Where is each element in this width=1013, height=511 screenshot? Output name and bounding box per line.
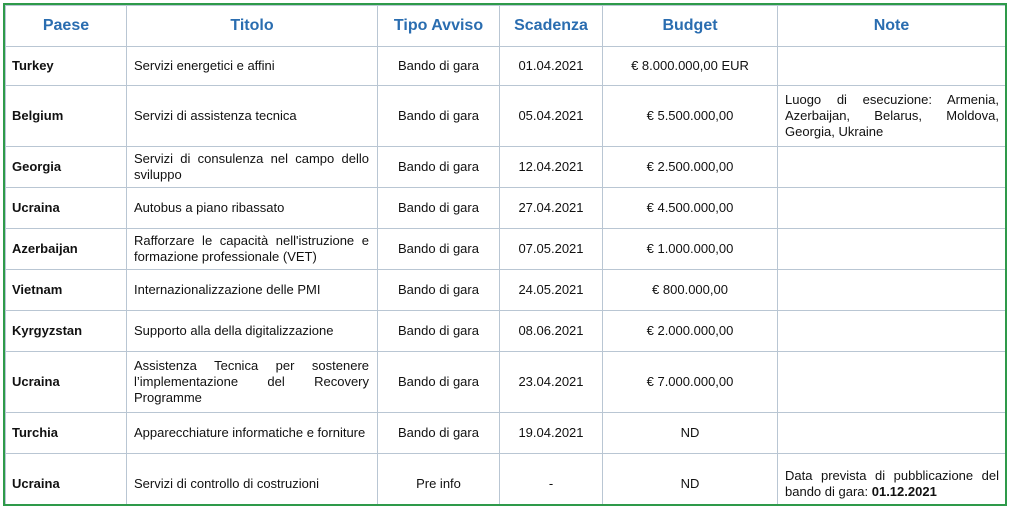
cell-scadenza: 19.04.2021 bbox=[500, 413, 603, 454]
cell-scadenza: 05.04.2021 bbox=[500, 86, 603, 147]
note-text-date: 01.12.2021 bbox=[871, 484, 937, 499]
cell-paese: Ucraina bbox=[6, 352, 127, 413]
table-row bbox=[6, 147, 1006, 188]
cell-paese: Turchia bbox=[6, 413, 127, 454]
cell-titolo: Servizi di assistenza tecnica bbox=[127, 86, 378, 147]
cell-budget: € 7.000.000,00 bbox=[603, 352, 778, 413]
table-row bbox=[6, 229, 1006, 270]
cell-note bbox=[778, 454, 1006, 507]
cell-paese: Belgium bbox=[6, 86, 127, 147]
cell-scadenza: 08.06.2021 bbox=[500, 311, 603, 352]
cell-scadenza: 27.04.2021 bbox=[500, 188, 603, 229]
tenders-table-frame bbox=[3, 3, 1007, 506]
cell-paese: Azerbaijan bbox=[6, 229, 127, 270]
cell-scadenza: - bbox=[500, 454, 603, 507]
cell-tipo-avviso: Bando di gara bbox=[378, 188, 500, 229]
cell-note: Luogo di esecuzione: Armenia, Azerbaijan, Belarus, Moldova, Georgia, Ukraine bbox=[778, 86, 1006, 147]
cell-paese: Georgia bbox=[6, 147, 127, 188]
table-row bbox=[6, 86, 1006, 147]
table-row bbox=[6, 270, 1006, 311]
cell-titolo: Supporto alla della digitalizzazione bbox=[127, 311, 378, 352]
cell-budget: € 800.000,00 bbox=[603, 270, 778, 311]
cell-tipo-avviso: Bando di gara bbox=[378, 311, 500, 352]
cell-paese: Turkey bbox=[6, 47, 127, 86]
cell-titolo: Servizi energetici e affini bbox=[127, 47, 378, 86]
cell-note bbox=[778, 147, 1006, 188]
header-budget: Budget bbox=[603, 6, 778, 47]
cell-budget: ND bbox=[603, 413, 778, 454]
cell-scadenza: 12.04.2021 bbox=[500, 147, 603, 188]
cell-titolo: Servizi di consulenza nel campo dello sviluppo bbox=[127, 147, 378, 188]
cell-tipo-avviso: Bando di gara bbox=[378, 352, 500, 413]
header-paese: Paese bbox=[6, 6, 127, 47]
table-row bbox=[6, 188, 1006, 229]
cell-budget: € 4.500.000,00 bbox=[603, 188, 778, 229]
cell-titolo: Rafforzare le capacità nell'istruzione e formazione professionale (VET) bbox=[127, 229, 378, 270]
header-scadenza: Scadenza bbox=[500, 6, 603, 47]
cell-budget: € 2.500.000,00 bbox=[603, 147, 778, 188]
cell-note bbox=[778, 352, 1006, 413]
note-text bbox=[785, 468, 999, 499]
note-text-regular: Data prevista di pubblicazione del bando di gara: bbox=[785, 468, 999, 499]
tenders-table bbox=[5, 5, 1006, 506]
cell-titolo: Autobus a piano ribassato bbox=[127, 188, 378, 229]
table-row bbox=[6, 454, 1006, 507]
header-note: Note bbox=[778, 6, 1006, 47]
cell-paese: Ucraina bbox=[6, 454, 127, 507]
cell-budget: ND bbox=[603, 454, 778, 507]
cell-scadenza: 23.04.2021 bbox=[500, 352, 603, 413]
cell-paese: Kyrgyzstan bbox=[6, 311, 127, 352]
table-row bbox=[6, 413, 1006, 454]
cell-tipo-avviso: Bando di gara bbox=[378, 147, 500, 188]
cell-titolo: Apparecchiature informatiche e forniture bbox=[127, 413, 378, 454]
cell-scadenza: 07.05.2021 bbox=[500, 229, 603, 270]
cell-scadenza: 01.04.2021 bbox=[500, 47, 603, 86]
cell-titolo: Assistenza Tecnica per sostenere l’implementazione del Recovery Programme bbox=[127, 352, 378, 413]
cell-tipo-avviso: Bando di gara bbox=[378, 413, 500, 454]
cell-budget: € 8.000.000,00 EUR bbox=[603, 47, 778, 86]
cell-tipo-avviso: Bando di gara bbox=[378, 47, 500, 86]
table-header-row bbox=[6, 6, 1006, 47]
cell-titolo: Servizi di controllo di costruzioni bbox=[127, 454, 378, 507]
cell-budget: € 5.500.000,00 bbox=[603, 86, 778, 147]
cell-titolo: Internazionalizzazione delle PMI bbox=[127, 270, 378, 311]
cell-tipo-avviso: Bando di gara bbox=[378, 229, 500, 270]
cell-tipo-avviso: Pre info bbox=[378, 454, 500, 507]
cell-paese: Ucraina bbox=[6, 188, 127, 229]
table-row bbox=[6, 47, 1006, 86]
cell-budget: € 1.000.000,00 bbox=[603, 229, 778, 270]
cell-note bbox=[778, 188, 1006, 229]
cell-tipo-avviso: Bando di gara bbox=[378, 270, 500, 311]
cell-note bbox=[778, 229, 1006, 270]
cell-note bbox=[778, 311, 1006, 352]
cell-tipo-avviso: Bando di gara bbox=[378, 86, 500, 147]
header-tipo-avviso: Tipo Avviso bbox=[378, 6, 500, 47]
cell-note bbox=[778, 413, 1006, 454]
header-titolo: Titolo bbox=[127, 6, 378, 47]
cell-note bbox=[778, 270, 1006, 311]
table-row bbox=[6, 352, 1006, 413]
cell-paese: Vietnam bbox=[6, 270, 127, 311]
cell-note bbox=[778, 47, 1006, 86]
cell-budget: € 2.000.000,00 bbox=[603, 311, 778, 352]
cell-scadenza: 24.05.2021 bbox=[500, 270, 603, 311]
table-row bbox=[6, 311, 1006, 352]
